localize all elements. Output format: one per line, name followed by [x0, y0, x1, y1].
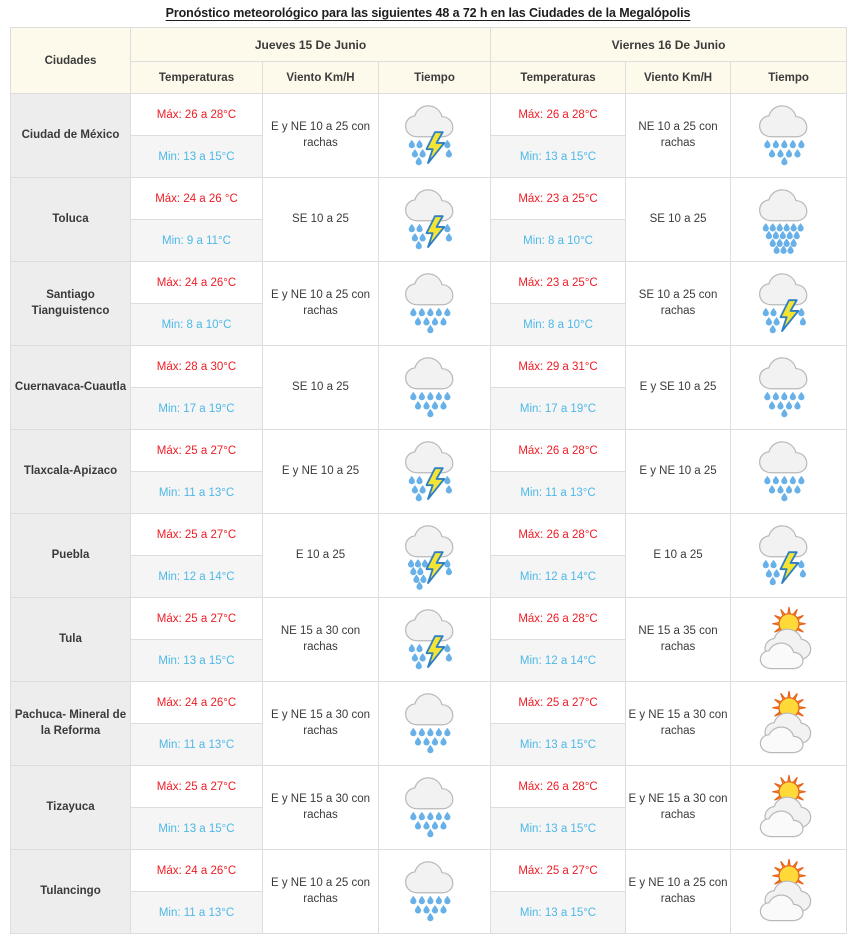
weather-icon-wrapper	[731, 353, 846, 423]
wind-thursday: E y NE 10 a 25 con rachas	[263, 850, 379, 934]
max-temperature-thursday: Máx: 25 a 27°C	[131, 514, 263, 556]
max-temperature-thursday: Máx: 25 a 27°C	[131, 598, 263, 640]
min-temperature-thursday: Min: 11 a 13°C	[131, 892, 263, 934]
min-temperature-friday: Min: 17 a 19°C	[491, 388, 626, 430]
weather-icon-wrapper	[379, 773, 490, 843]
header-day-friday: Viernes 16 De Junio	[491, 28, 847, 62]
weather-icon-wrapper	[379, 101, 490, 171]
rain-cloud-icon	[755, 101, 823, 171]
max-temperature-thursday: Máx: 24 a 26°C	[131, 850, 263, 892]
rain-cloud-icon	[401, 773, 469, 843]
min-temperature-friday: Min: 13 a 15°C	[491, 892, 626, 934]
min-temperature-thursday: Min: 17 a 19°C	[131, 388, 263, 430]
min-temperature-friday: Min: 12 a 14°C	[491, 640, 626, 682]
max-temperature-friday: Máx: 25 a 27°C	[491, 682, 626, 724]
table-row	[11, 850, 847, 892]
weather-icon-wrapper	[731, 857, 846, 927]
wind-thursday: NE 15 a 30 con rachas	[263, 598, 379, 682]
forecast-table	[10, 27, 847, 934]
rain-cloud-icon	[401, 689, 469, 759]
sky-condition-thursday	[379, 850, 491, 934]
heavy-thunderstorm-icon	[401, 521, 469, 591]
wind-thursday: E 10 a 25	[263, 514, 379, 598]
weather-icon-wrapper	[731, 269, 846, 339]
sky-condition-thursday	[379, 262, 491, 346]
rain-cloud-icon	[401, 353, 469, 423]
table-body	[11, 94, 847, 934]
min-temperature-friday: Min: 8 a 10°C	[491, 220, 626, 262]
weather-icon-wrapper	[379, 269, 490, 339]
max-temperature-friday: Máx: 23 a 25°C	[491, 178, 626, 220]
table-row	[11, 430, 847, 472]
min-temperature-friday: Min: 13 a 15°C	[491, 808, 626, 850]
max-temperature-friday: Máx: 29 a 31°C	[491, 346, 626, 388]
sky-condition-friday	[731, 178, 847, 262]
wind-thursday: E y NE 10 a 25	[263, 430, 379, 514]
max-temperature-thursday: Máx: 25 a 27°C	[131, 430, 263, 472]
sun-behind-cloud-icon	[755, 605, 823, 675]
thunderstorm-rain-icon	[401, 185, 469, 255]
wind-thursday: E y NE 10 a 25 con rachas	[263, 262, 379, 346]
max-temperature-thursday: Máx: 26 a 28°C	[131, 94, 263, 136]
max-temperature-friday: Máx: 26 a 28°C	[491, 766, 626, 808]
header-row-subcolumns	[11, 62, 847, 94]
wind-friday: NE 15 a 35 con rachas	[626, 598, 731, 682]
wind-friday: SE 10 a 25 con rachas	[626, 262, 731, 346]
wind-thursday: SE 10 a 25	[263, 178, 379, 262]
weather-icon-wrapper	[731, 185, 846, 255]
wind-thursday: E y NE 15 a 30 con rachas	[263, 682, 379, 766]
weather-icon-wrapper	[731, 689, 846, 759]
city-name-cell: Tulancingo	[11, 850, 131, 934]
sun-behind-cloud-icon	[755, 773, 823, 843]
max-temperature-friday: Máx: 26 a 28°C	[491, 430, 626, 472]
min-temperature-thursday: Min: 9 a 11°C	[131, 220, 263, 262]
sky-condition-thursday	[379, 178, 491, 262]
min-temperature-friday: Min: 13 a 15°C	[491, 136, 626, 178]
weather-icon-wrapper	[379, 353, 490, 423]
wind-friday: E y SE 10 a 25	[626, 346, 731, 430]
header-day-thursday: Jueves 15 De Junio	[131, 28, 491, 62]
heavy-rain-cloud-icon	[755, 185, 823, 255]
thunderstorm-rain-icon	[755, 521, 823, 591]
header-friday-temperatures: Temperaturas	[491, 62, 626, 94]
wind-thursday: E y NE 10 a 25 con rachas	[263, 94, 379, 178]
sky-condition-thursday	[379, 682, 491, 766]
wind-friday: E y NE 10 a 25	[626, 430, 731, 514]
min-temperature-thursday: Min: 12 a 14°C	[131, 556, 263, 598]
min-temperature-friday: Min: 11 a 13°C	[491, 472, 626, 514]
header-friday-wind: Viento Km/H	[626, 62, 731, 94]
min-temperature-thursday: Min: 13 a 15°C	[131, 136, 263, 178]
rain-cloud-icon	[755, 353, 823, 423]
sky-condition-friday	[731, 514, 847, 598]
sun-behind-cloud-icon	[755, 689, 823, 759]
header-row-days	[11, 28, 847, 62]
max-temperature-friday: Máx: 26 a 28°C	[491, 598, 626, 640]
city-name-cell: Cuernavaca-Cuautla	[11, 346, 131, 430]
sky-condition-friday	[731, 850, 847, 934]
sky-condition-thursday	[379, 766, 491, 850]
sun-behind-cloud-icon	[755, 857, 823, 927]
table-row	[11, 178, 847, 220]
thunderstorm-rain-icon	[401, 605, 469, 675]
header-thursday-sky: Tiempo	[379, 62, 491, 94]
min-temperature-thursday: Min: 13 a 15°C	[131, 808, 263, 850]
max-temperature-thursday: Máx: 24 a 26 °C	[131, 178, 263, 220]
weather-icon-wrapper	[379, 605, 490, 675]
city-name-cell: Ciudad de México	[11, 94, 131, 178]
header-thursday-temperatures: Temperaturas	[131, 62, 263, 94]
max-temperature-friday: Máx: 26 a 28°C	[491, 94, 626, 136]
max-temperature-thursday: Máx: 28 a 30°C	[131, 346, 263, 388]
thunderstorm-rain-icon	[401, 437, 469, 507]
wind-thursday: SE 10 a 25	[263, 346, 379, 430]
sky-condition-friday	[731, 682, 847, 766]
weather-icon-wrapper	[731, 437, 846, 507]
weather-icon-wrapper	[379, 521, 490, 591]
table-row	[11, 598, 847, 640]
min-temperature-thursday: Min: 11 a 13°C	[131, 472, 263, 514]
sky-condition-friday	[731, 766, 847, 850]
header-friday-sky: Tiempo	[731, 62, 847, 94]
wind-friday: E y NE 15 a 30 con rachas	[626, 766, 731, 850]
min-temperature-thursday: Min: 8 a 10°C	[131, 304, 263, 346]
weather-icon-wrapper	[379, 437, 490, 507]
thunderstorm-rain-icon	[755, 269, 823, 339]
page-title: Pronóstico meteorológico para las siguientes 48 a 72 h en las Ciudades de la Megalópolis	[165, 6, 691, 20]
wind-friday: E y NE 10 a 25 con rachas	[626, 850, 731, 934]
weather-icon-wrapper	[731, 101, 846, 171]
city-name-cell: Tula	[11, 598, 131, 682]
rain-cloud-icon	[401, 269, 469, 339]
max-temperature-thursday: Máx: 25 a 27°C	[131, 766, 263, 808]
table-header	[11, 28, 847, 94]
wind-friday: SE 10 a 25	[626, 178, 731, 262]
table-row	[11, 346, 847, 388]
sky-condition-thursday	[379, 514, 491, 598]
weather-icon-wrapper	[731, 773, 846, 843]
weather-icon-wrapper	[379, 689, 490, 759]
weather-icon-wrapper	[731, 521, 846, 591]
table-row	[11, 514, 847, 556]
city-name-cell: Puebla	[11, 514, 131, 598]
city-name-cell: Tlaxcala-Apizaco	[11, 430, 131, 514]
rain-cloud-icon	[401, 857, 469, 927]
city-name-cell: Toluca	[11, 178, 131, 262]
wind-friday: NE 10 a 25 con rachas	[626, 94, 731, 178]
weather-icon-wrapper	[731, 605, 846, 675]
min-temperature-thursday: Min: 11 a 13°C	[131, 724, 263, 766]
weather-icon-wrapper	[379, 185, 490, 255]
max-temperature-friday: Máx: 25 a 27°C	[491, 850, 626, 892]
sky-condition-friday	[731, 430, 847, 514]
table-row	[11, 682, 847, 724]
max-temperature-thursday: Máx: 24 a 26°C	[131, 682, 263, 724]
table-row	[11, 766, 847, 808]
max-temperature-thursday: Máx: 24 a 26°C	[131, 262, 263, 304]
city-name-cell: Pachuca- Mineral de la Reforma	[11, 682, 131, 766]
sky-condition-thursday	[379, 346, 491, 430]
city-name-cell: Tizayuca	[11, 766, 131, 850]
sky-condition-thursday	[379, 598, 491, 682]
min-temperature-thursday: Min: 13 a 15°C	[131, 640, 263, 682]
sky-condition-thursday	[379, 430, 491, 514]
min-temperature-friday: Min: 12 a 14°C	[491, 556, 626, 598]
min-temperature-friday: Min: 8 a 10°C	[491, 304, 626, 346]
min-temperature-friday: Min: 13 a 15°C	[491, 724, 626, 766]
header-cities: Ciudades	[11, 28, 131, 94]
wind-friday: E y NE 15 a 30 con rachas	[626, 682, 731, 766]
city-name-cell: Santiago Tianguistenco	[11, 262, 131, 346]
table-row	[11, 94, 847, 136]
sky-condition-friday	[731, 262, 847, 346]
weather-icon-wrapper	[379, 857, 490, 927]
max-temperature-friday: Máx: 23 a 25°C	[491, 262, 626, 304]
sky-condition-friday	[731, 94, 847, 178]
sky-condition-friday	[731, 598, 847, 682]
sky-condition-friday	[731, 346, 847, 430]
max-temperature-friday: Máx: 26 a 28°C	[491, 514, 626, 556]
rain-cloud-icon	[755, 437, 823, 507]
sky-condition-thursday	[379, 94, 491, 178]
wind-thursday: E y NE 15 a 30 con rachas	[263, 766, 379, 850]
table-row	[11, 262, 847, 304]
thunderstorm-rain-icon	[401, 101, 469, 171]
header-thursday-wind: Viento Km/H	[263, 62, 379, 94]
wind-friday: E 10 a 25	[626, 514, 731, 598]
